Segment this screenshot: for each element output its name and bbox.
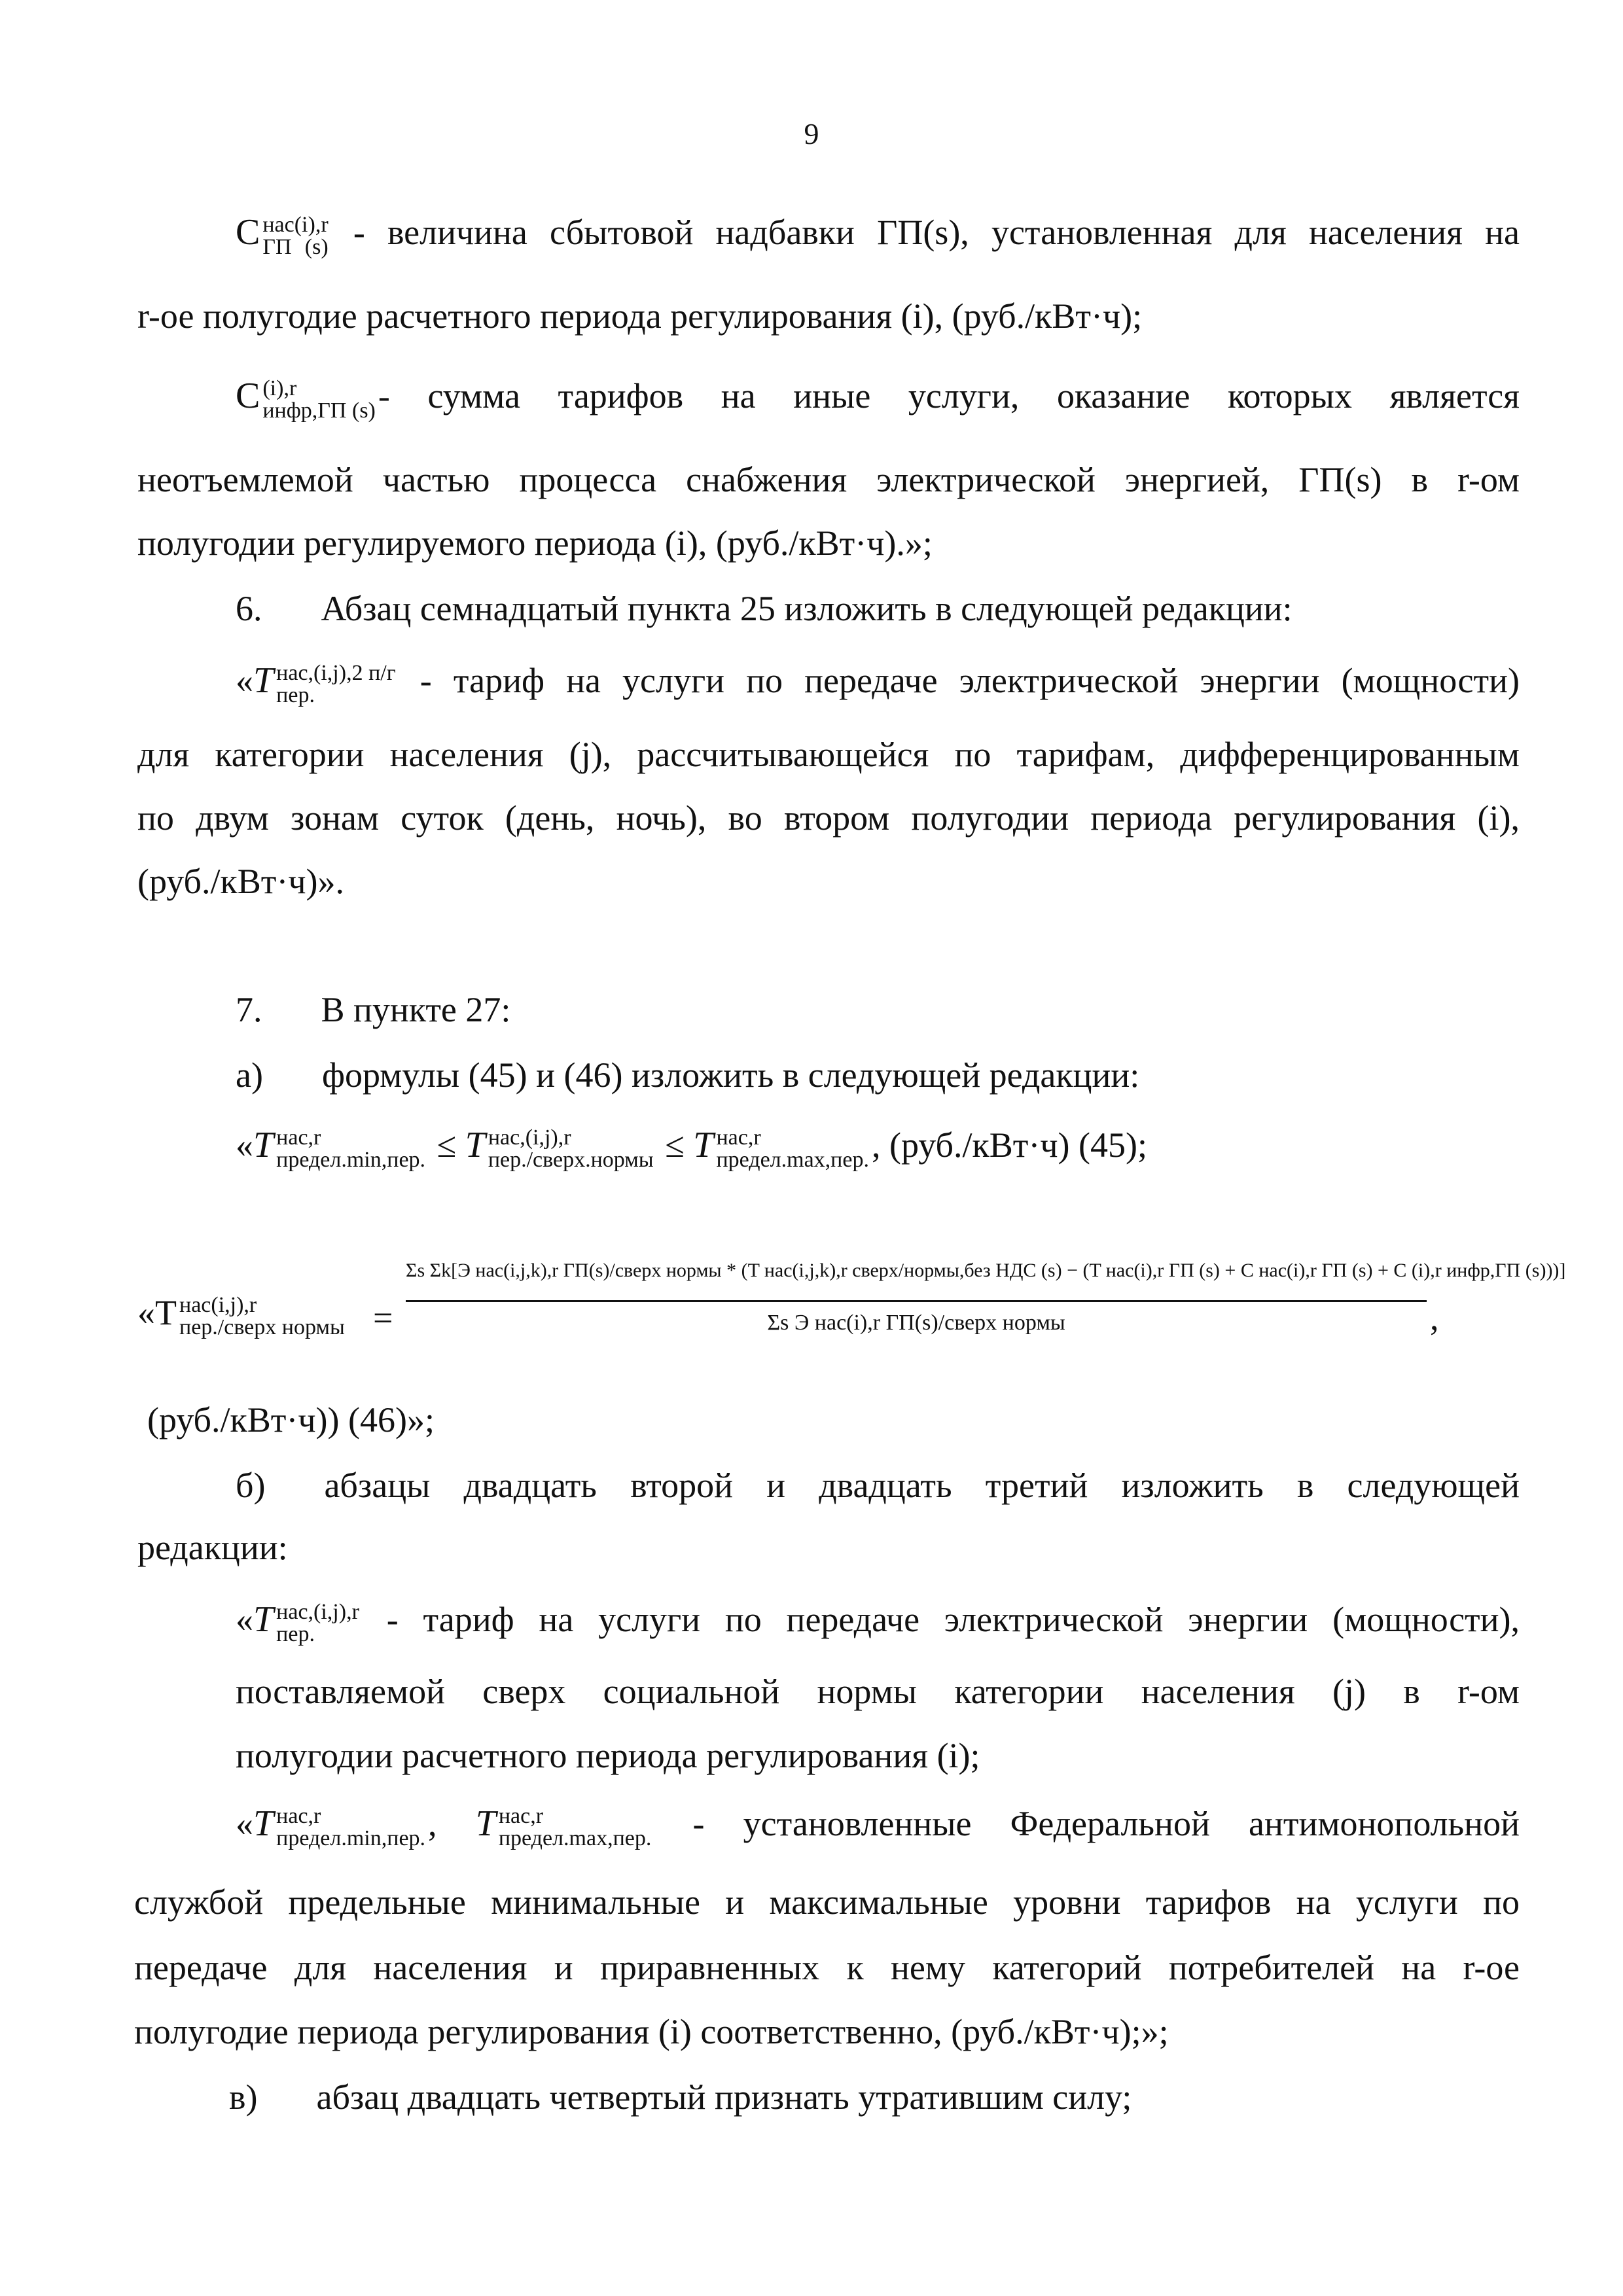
text-line: - тариф на услуги по передаче электрической энергии (мощности), [386, 1600, 1520, 1639]
definition-t-predel: «T нас,r предел.min,пер. , T нас,r предел.max,пер. - установленные Федеральной антимонопольной [236, 1803, 1520, 1850]
item-7: 7. В пункте 27: [236, 990, 511, 1029]
item-6: 6. Абзац семнадцатый пункта 25 изложить в следующей редакции: [236, 589, 1293, 628]
page-number: 9 [804, 117, 819, 150]
text-line: - величина сбытовой надбавки ГП(s), установленная для населения на [353, 213, 1520, 252]
text-line: для категории населения (j), рассчитывающейся по тарифам, дифференцированным [137, 735, 1520, 774]
text-line: полугодие периода регулирования (i) соответственно, (руб./кВт·ч);»; [134, 2012, 1169, 2051]
text-line: r-ое полугодие расчетного периода регулирования (i), (руб./кВт·ч); [137, 296, 1143, 336]
c-sup: (i),r [262, 376, 297, 400]
text-line: полугодии расчетного периода регулирования (i); [236, 1736, 980, 1775]
fraction-bar [406, 1300, 1427, 1302]
text-line: редакции: [137, 1528, 288, 1567]
text-line: сумма тарифов на иные услуги, оказание которых является [427, 376, 1520, 415]
formula-46: «T нас(i,j),r пер./сверх нормы = Σs Σk[Э нас(i,j,k),r ГП(s)/сверх нормы * (T нас(i,j,k),r сверх/нормы,без НДС (s) − (T нас(i),r ГП (s) + C нас(i),r ГП (s) + C (i),r инфр,ГП (s)))] Σs Э нас(i),r ГП(s)/сверх нормы , [137, 1260, 1566, 1339]
text-line: поставляемой сверх социальной нормы категории населения (j) в r-ом [236, 1672, 1520, 1711]
c-sub: инфр,ГП (s) [262, 398, 376, 423]
item-b: б) абзацы двадцать второй и двадцать третий изложить в следующей [236, 1466, 1520, 1505]
item-a: а) формулы (45) и (46) изложить в следующей редакции: [236, 1055, 1140, 1095]
text-line: - тариф на услуги по передаче электрической энергии (мощности) [419, 661, 1520, 700]
text-line: неотъемлемой частью процесса снабжения электрической энергией, ГП(s) в r-ом [137, 460, 1520, 499]
fraction-denominator: Σs Э нас(i),r ГП(s)/сверх нормы [767, 1311, 1065, 1335]
fraction-numerator: Σs Σk[Э нас(i,j,k),r ГП(s)/сверх нормы * (T нас(i,j,k),r сверх/нормы,без НДС (s) − (T нас(i),r ГП (s) + C нас(i),r ГП (s) + C (i),r инфр,ГП (s)))] [406, 1260, 1566, 1281]
definition-c-infr: C (i),r инфр,ГП (s) - сумма тарифов на иные услуги, оказание которых является [236, 376, 1520, 423]
text-line: - установленные Федеральной антимонопольной [692, 1804, 1520, 1843]
definition-c-sbyt: C нас(i),r ГП (s) - величина сбытовой надбавки ГП(s), установленная для населения на [236, 212, 1520, 259]
text-line: по двум зонам суток (день, ночь), во втором полугодии периода регулирования (i), [137, 798, 1520, 838]
text-line: передаче для населения и приравненных к нему категорий потребителей на r-ое [134, 1948, 1520, 1987]
text-line: (руб./кВт·ч)) (46)»; [147, 1400, 435, 1439]
formula-45: «T нас,r предел.min,пер. ≤ T нас,(i,j),r пер./сверх.нормы ≤ T нас,r предел.max,пер. , (руб./кВт·ч) (45); [236, 1125, 1147, 1172]
text-line: полугодии регулируемого периода (i), (руб./кВт·ч).»; [137, 523, 933, 563]
c-sup: нас(i),r [262, 212, 329, 237]
definition-t-sverkh: «T нас,(i,j),r пер. - тариф на услуги по передаче электрической энергии (мощности), [236, 1599, 1520, 1646]
c-sub: ГП (s) [262, 234, 329, 259]
text-line: (руб./кВт·ч)». [137, 862, 345, 901]
text-line: службой предельные минимальные и максимальные уровни тарифов на услуги по [134, 1882, 1520, 1922]
item-v: в) абзац двадцать четвертый признать утратившим силу; [229, 2077, 1132, 2117]
definition-t-2pg: «T нас,(i,j),2 п/г пер. - тариф на услуги по передаче электрической энергии (мощности) [236, 660, 1520, 707]
